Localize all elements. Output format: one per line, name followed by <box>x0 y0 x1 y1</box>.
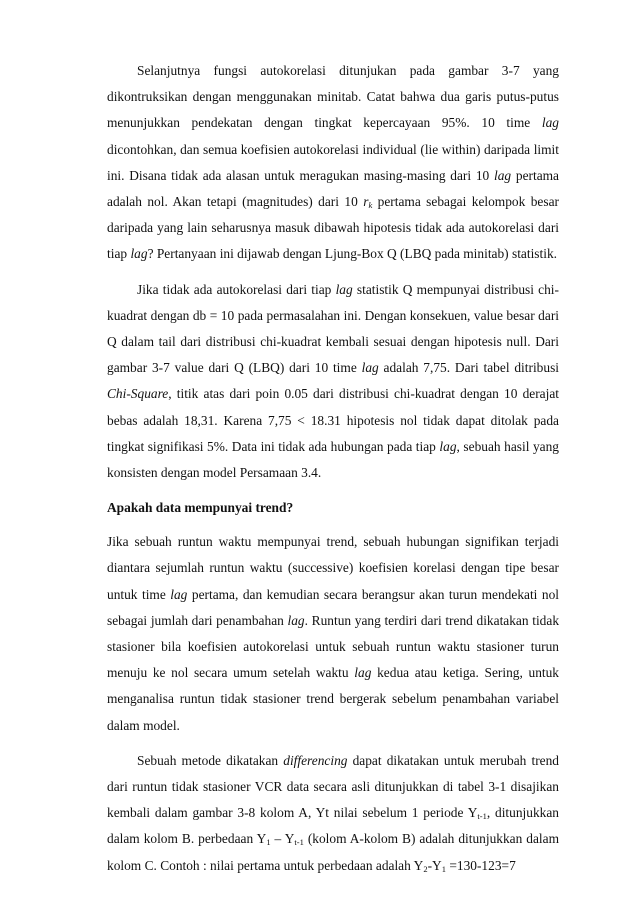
subscript: t-1 <box>294 837 304 848</box>
text-run: , ditunjukkan dalam kolom B. perbedaan Y <box>107 805 559 847</box>
text-run: kedua atau ketiga. Sering, untuk menganalisa runtun tidak stasioner trend bergerak sebelum penambahan variabel dalam model. <box>107 665 560 733</box>
text-run: statistik Q mempunyai distribusi chi-kuadrat dengan db = 10 pada permasalahan ini. Dengan konsekuen, value besar dari Q dalam tail dari distribusi chi-kuadrat kembali sesuai dengan hipotesis null. Dari gambar 3-7 value dari Q (LBQ) dari 10 time <box>107 281 559 376</box>
italic-term: Chi-Square <box>107 386 169 402</box>
italic-term: lag <box>130 246 148 262</box>
text-run: , sebuah hasil yang konsisten dengan model Persamaan 3.4. <box>107 438 559 481</box>
text-run: . Runtun yang terdiri dari trend dikatakan tidak stasioner bila koefisien autokorelasi untuk sebuah runtun waktu stasioner turun menuju ke nol secara umum setelah waktu <box>107 612 560 681</box>
text-run: =130-123=7 <box>445 857 516 873</box>
text-run: pertama, dan kemudian secara berangsur akan turun mendekati nol sebagai jumlah dari penambahan <box>107 586 559 628</box>
italic-term: lag <box>541 115 559 131</box>
italic-term: lag <box>170 586 188 602</box>
italic-term: lag <box>287 612 305 628</box>
subscript: 1 <box>441 863 446 874</box>
section-heading: Apakah data mempunyai trend? <box>107 500 294 516</box>
italic-term: differencing <box>283 752 348 768</box>
text-run: -Y <box>427 857 442 873</box>
text-run: Sebuah metode dikatakan <box>137 752 284 768</box>
text-run: pertama sebagai kelompok besar daripada yang lain seharusnya masuk dibawah hipotesis tidak ada autokorelasi dari tiap <box>107 194 559 262</box>
text-run: adalah 7,75. Dari tabel ditribusi <box>378 360 559 376</box>
italic-term: lag <box>335 281 353 297</box>
paragraph-trend <box>107 529 559 739</box>
text-run: dicontohkan, dan semua koefisien autokorelasi individual (lie within) daripada limit ini. Disana tidak ada alasan untuk meragukan masing-masing dari 10 <box>107 141 559 183</box>
subscript: t-1 <box>477 811 487 822</box>
document-body <box>107 58 559 879</box>
italic-term: lag <box>354 665 372 681</box>
math-symbol: r <box>363 194 369 210</box>
paragraph-autocorrelation <box>107 58 559 268</box>
math-r-k <box>363 194 372 209</box>
text-run: Jika sebuah runtun waktu mempunyai trend, sebuah hubungan signifikan terjadi diantara sejumlah runtun waktu (successive) koefisien korelasi dengan tipe besar untuk time <box>107 534 559 602</box>
text-run: Selanjutnya fungsi autokorelasi ditunjukan pada gambar 3-7 yang dikontruksikan dengan menggunakan minitab. Catat bahwa dua garis putus-putus menunjukkan pendekatan dengan tingkat kepercayaan 95%. 10 time <box>107 63 559 131</box>
text-run: – Y <box>270 831 295 847</box>
paragraph-chi-square <box>107 277 559 487</box>
italic-term: lag <box>439 438 457 454</box>
math-subscript: k <box>368 200 373 211</box>
text-run: (kolom A-kolom B) adalah ditunjukkan dalam kolom C. Contoh : nilai pertama untuk perbedaan adalah Y <box>107 831 559 873</box>
text-run: ? Pertanyaan ini dijawab dengan Ljung-Box Q (LBQ pada minitab) statistik. <box>147 246 557 262</box>
paragraph-differencing <box>107 748 559 879</box>
text-run: , titik atas dari poin 0.05 dari distribusi chi-kuadrat dengan 10 derajat bebas adalah 18,31. Karena 7,75 < 18.31 hipotesis nol tidak dapat ditolak pada tingkat signifikasi 5%. Data ini tidak ada hubungan pada tiap <box>107 386 559 454</box>
italic-term: lag <box>494 167 512 183</box>
subscript: 2 <box>423 863 428 874</box>
italic-term: lag <box>361 360 379 376</box>
text-run: pertama adalah nol. Akan tetapi (magnitudes) dari 10 <box>107 167 559 210</box>
text-run: Jika tidak ada autokorelasi dari tiap <box>137 281 336 297</box>
text-run: dapat dikatakan untuk merubah trend dari runtun tidak stasioner VCR data secara asli ditunjukkan di tabel 3-1 disajikan kembali dalam gambar 3-8 kolom A, Yt nilai sebelum 1 periode Y <box>107 752 559 821</box>
subscript: 1 <box>266 837 271 848</box>
